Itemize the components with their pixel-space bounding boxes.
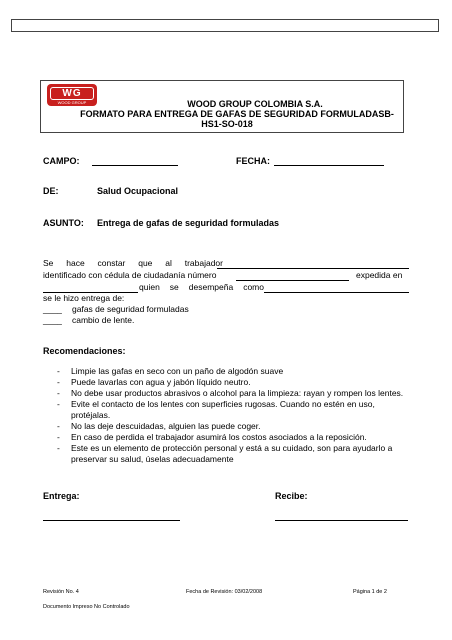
- recommendation-item: - En caso de perdida el trabajador asumirá los costos asociados a la reposición.: [55, 432, 415, 443]
- option-1-label: gafas de seguridad formuladas: [72, 304, 189, 314]
- paragraph-line-1: Se hace constar que al trabajador: [43, 258, 223, 268]
- recommendation-item: - Limpie las gafas en seco con un paño de algodón suave: [55, 366, 415, 377]
- recommendations-list: [55, 366, 415, 465]
- company-name: WOOD GROUP COLOMBIA S.A.: [187, 99, 323, 109]
- footer-revision: Revisión No. 4: [43, 589, 79, 595]
- footer-page-number: Página 1 de 2: [353, 589, 387, 595]
- option-2-label: cambio de lente.: [72, 315, 135, 325]
- wood-group-logo: [47, 84, 97, 106]
- recibe-signature-line[interactable]: [275, 520, 408, 521]
- entrega-signature-line[interactable]: [43, 520, 180, 521]
- fecha-label: FECHA:: [236, 156, 270, 166]
- id-number-line[interactable]: [236, 280, 349, 281]
- form-code: HS1-SO-018: [201, 119, 253, 129]
- option-2-blank[interactable]: ____: [43, 315, 62, 325]
- recibe-label: Recibe:: [275, 491, 308, 501]
- logo-frame: [50, 87, 94, 100]
- option-1-blank[interactable]: ____: [43, 304, 62, 314]
- de-value: Salud Ocupacional: [97, 186, 179, 196]
- paragraph-line-3: quien se desempeña como: [139, 282, 264, 292]
- recommendations-title: Recomendaciones:: [43, 346, 126, 356]
- fecha-input-line[interactable]: [274, 165, 384, 166]
- logo-subtext: WOOD GROUP: [57, 100, 87, 105]
- recommendation-item: - No debe usar productos abrasivos o alcohol para la limpieza: rayan y rompen los lentes.: [55, 388, 415, 399]
- logo-mark: WG: [62, 88, 82, 99]
- footer-revision-date: Fecha de Revisión: 03/02/2008: [186, 589, 263, 595]
- paragraph-line-2: identificado con cédula de ciudadanía número: [43, 270, 217, 280]
- entrega-label: Entrega:: [43, 491, 80, 501]
- asunto-value: Entrega de gafas de seguridad formuladas: [97, 218, 280, 228]
- job-title-line[interactable]: [264, 292, 409, 293]
- paragraph-expedida: expedida en: [356, 270, 403, 280]
- paragraph-line-4: se le hizo entrega de:: [43, 293, 125, 303]
- recommendation-item: - Puede lavarlas con agua y jabón líquido neutro.: [55, 377, 415, 388]
- top-blank-box: [11, 19, 439, 32]
- recommendation-item: - Este es un elemento de protección personal y está a su cuidado, son para ayudarlo a preservar su salud, úselas adecuadamente: [55, 443, 415, 465]
- recommendation-item: - No las deje descuidadas, alguien las puede coger.: [55, 421, 415, 432]
- de-label: DE:: [43, 186, 59, 196]
- asunto-label: ASUNTO:: [43, 218, 84, 228]
- worker-name-line[interactable]: [217, 268, 409, 269]
- campo-input-line[interactable]: [92, 165, 178, 166]
- form-title: FORMATO PARA ENTREGA DE GAFAS DE SEGURIDAD FORMULADASB-: [80, 109, 394, 119]
- recommendation-item: - Evite el contacto de los lentes con superficies rugosas. Cuando no estén en uso, protéjalas.: [55, 399, 415, 421]
- footer-uncontrolled-note: Documento Impreso No Controlado: [43, 604, 130, 610]
- campo-label: CAMPO:: [43, 156, 80, 166]
